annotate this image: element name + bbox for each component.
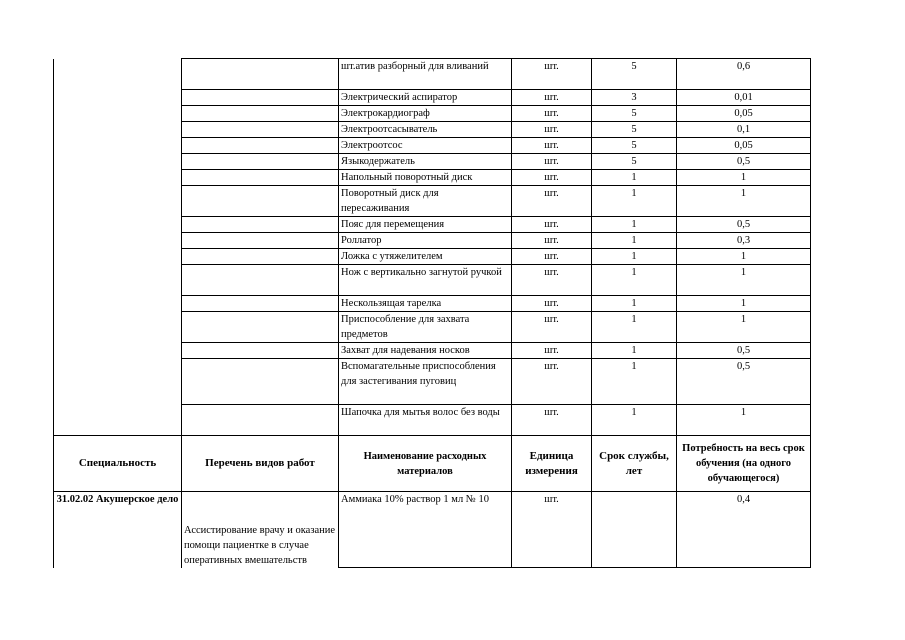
item-name-cell: Языкодержатель bbox=[339, 154, 512, 170]
unit-cell: шт. bbox=[512, 405, 592, 436]
empty-work-cell bbox=[182, 106, 339, 122]
item-name-cell: Поворотный диск для пересаживания bbox=[339, 186, 512, 217]
empty-specialty-cell bbox=[54, 265, 182, 296]
life-cell: 1 bbox=[592, 312, 677, 343]
table-row bbox=[54, 249, 811, 265]
need-cell: 1 bbox=[677, 249, 811, 265]
item-name-cell: Электрокардиограф bbox=[339, 106, 512, 122]
empty-work-cell bbox=[182, 405, 339, 436]
table-header-row bbox=[54, 436, 811, 492]
unit-cell: шт. bbox=[512, 492, 592, 568]
empty-work-cell bbox=[182, 249, 339, 265]
need-cell: 0,1 bbox=[677, 122, 811, 138]
item-name-cell: Электрический аспиратор bbox=[339, 90, 512, 106]
life-cell: 1 bbox=[592, 296, 677, 312]
need-cell: 0,5 bbox=[677, 154, 811, 170]
need-cell: 0,3 bbox=[677, 233, 811, 249]
table-row bbox=[54, 265, 811, 296]
life-cell bbox=[592, 492, 677, 568]
table-row bbox=[54, 217, 811, 233]
unit-cell: шт. bbox=[512, 138, 592, 154]
life-cell: 1 bbox=[592, 186, 677, 217]
table-row bbox=[54, 138, 811, 154]
need-cell: 1 bbox=[677, 265, 811, 296]
life-cell: 1 bbox=[592, 170, 677, 186]
need-cell: 1 bbox=[677, 296, 811, 312]
item-name-cell: Ложка с утяжелителем bbox=[339, 249, 512, 265]
need-cell: 1 bbox=[677, 405, 811, 436]
empty-specialty-cell bbox=[54, 59, 182, 90]
life-cell: 5 bbox=[592, 138, 677, 154]
table-row bbox=[54, 106, 811, 122]
unit-cell: шт. bbox=[512, 186, 592, 217]
unit-cell: шт. bbox=[512, 170, 592, 186]
unit-cell: шт. bbox=[512, 122, 592, 138]
need-cell: 0,4 bbox=[677, 492, 811, 568]
life-cell: 1 bbox=[592, 265, 677, 296]
table-row bbox=[54, 59, 811, 90]
empty-specialty-cell bbox=[54, 405, 182, 436]
life-cell: 5 bbox=[592, 59, 677, 90]
need-cell: 1 bbox=[677, 186, 811, 217]
unit-cell: шт. bbox=[512, 90, 592, 106]
unit-cell: шт. bbox=[512, 249, 592, 265]
empty-work-cell bbox=[182, 186, 339, 217]
unit-cell: шт. bbox=[512, 59, 592, 90]
equipment-rows bbox=[54, 59, 811, 436]
need-cell: 1 bbox=[677, 170, 811, 186]
unit-cell: шт. bbox=[512, 296, 592, 312]
table-row bbox=[54, 359, 811, 405]
empty-work-cell bbox=[182, 233, 339, 249]
empty-specialty-cell bbox=[54, 312, 182, 343]
empty-specialty-cell bbox=[54, 249, 182, 265]
header-life: Срок службы, лет bbox=[592, 436, 677, 492]
item-name-cell: шт.атив разборный для вливаний bbox=[339, 59, 512, 90]
item-name-cell: Нескользящая тарелка bbox=[339, 296, 512, 312]
table-row bbox=[54, 492, 811, 568]
empty-specialty-cell bbox=[54, 343, 182, 359]
empty-work-cell bbox=[182, 90, 339, 106]
life-cell: 1 bbox=[592, 249, 677, 265]
need-cell: 0,01 bbox=[677, 90, 811, 106]
table-row bbox=[54, 122, 811, 138]
table-row bbox=[54, 170, 811, 186]
need-cell: 0,6 bbox=[677, 59, 811, 90]
empty-work-cell bbox=[182, 59, 339, 90]
empty-specialty-cell bbox=[54, 359, 182, 405]
empty-specialty-cell bbox=[54, 138, 182, 154]
need-cell: 0,05 bbox=[677, 106, 811, 122]
empty-work-cell bbox=[182, 312, 339, 343]
unit-cell: шт. bbox=[512, 106, 592, 122]
empty-specialty-cell bbox=[54, 90, 182, 106]
empty-work-cell bbox=[182, 138, 339, 154]
need-cell: 0,5 bbox=[677, 343, 811, 359]
life-cell: 1 bbox=[592, 343, 677, 359]
life-cell: 1 bbox=[592, 405, 677, 436]
item-name-cell: Напольный поворотный диск bbox=[339, 170, 512, 186]
table-row bbox=[54, 186, 811, 217]
life-cell: 1 bbox=[592, 359, 677, 405]
unit-cell: шт. bbox=[512, 233, 592, 249]
empty-work-cell bbox=[182, 170, 339, 186]
need-cell: 1 bbox=[677, 312, 811, 343]
empty-work-cell bbox=[182, 122, 339, 138]
table-row bbox=[54, 405, 811, 436]
header-need: Потребность на весь срок обучения (на одного обучающегося) bbox=[677, 436, 811, 492]
table-row bbox=[54, 296, 811, 312]
item-name-cell: Пояс для перемещения bbox=[339, 217, 512, 233]
document-table-area bbox=[53, 58, 811, 568]
header-specialty: Специальность bbox=[54, 436, 182, 492]
empty-specialty-cell bbox=[54, 233, 182, 249]
empty-work-cell bbox=[182, 359, 339, 405]
unit-cell: шт. bbox=[512, 359, 592, 405]
empty-specialty-cell bbox=[54, 296, 182, 312]
unit-cell: шт. bbox=[512, 312, 592, 343]
table-row bbox=[54, 312, 811, 343]
empty-work-cell bbox=[182, 296, 339, 312]
unit-cell: шт. bbox=[512, 217, 592, 233]
need-cell: 0,5 bbox=[677, 217, 811, 233]
empty-specialty-cell bbox=[54, 217, 182, 233]
header-unit: Единица измерения bbox=[512, 436, 592, 492]
item-name-cell: Электроотсасыватель bbox=[339, 122, 512, 138]
table-row bbox=[54, 343, 811, 359]
item-name-cell: Шапочка для мытья волос без воды bbox=[339, 405, 512, 436]
life-cell: 1 bbox=[592, 217, 677, 233]
specialty-cell: 31.02.02 Акушерское дело bbox=[54, 492, 182, 568]
need-cell: 0,05 bbox=[677, 138, 811, 154]
empty-specialty-cell bbox=[54, 186, 182, 217]
work-type-cell: Ассистирование врачу и оказание помощи пациентке в случае оперативных вмешательств bbox=[182, 492, 339, 568]
empty-work-cell bbox=[182, 265, 339, 296]
table-row bbox=[54, 154, 811, 170]
empty-specialty-cell bbox=[54, 106, 182, 122]
header-materials: Наименование расходных материалов bbox=[339, 436, 512, 492]
life-cell: 1 bbox=[592, 233, 677, 249]
item-name-cell: Захват для надевания носков bbox=[339, 343, 512, 359]
header-work-types: Перечень видов работ bbox=[182, 436, 339, 492]
item-name-cell: Роллатор bbox=[339, 233, 512, 249]
empty-specialty-cell bbox=[54, 154, 182, 170]
unit-cell: шт. bbox=[512, 265, 592, 296]
item-name-cell: Вспомагательные приспособления для застегивания пуговиц bbox=[339, 359, 512, 405]
item-name-cell: Электроотсос bbox=[339, 138, 512, 154]
need-cell: 0,5 bbox=[677, 359, 811, 405]
material-name-cell: Аммиака 10% раствор 1 мл № 10 bbox=[339, 492, 512, 568]
life-cell: 5 bbox=[592, 154, 677, 170]
empty-work-cell bbox=[182, 343, 339, 359]
empty-work-cell bbox=[182, 217, 339, 233]
empty-work-cell bbox=[182, 154, 339, 170]
empty-specialty-cell bbox=[54, 170, 182, 186]
unit-cell: шт. bbox=[512, 343, 592, 359]
supplies-table bbox=[53, 58, 811, 568]
empty-specialty-cell bbox=[54, 122, 182, 138]
item-name-cell: Нож с вертикально загнутой ручкой bbox=[339, 265, 512, 296]
life-cell: 5 bbox=[592, 122, 677, 138]
unit-cell: шт. bbox=[512, 154, 592, 170]
life-cell: 3 bbox=[592, 90, 677, 106]
item-name-cell: Приспособление для захвата предметов bbox=[339, 312, 512, 343]
table-row bbox=[54, 233, 811, 249]
table-row bbox=[54, 90, 811, 106]
life-cell: 5 bbox=[592, 106, 677, 122]
